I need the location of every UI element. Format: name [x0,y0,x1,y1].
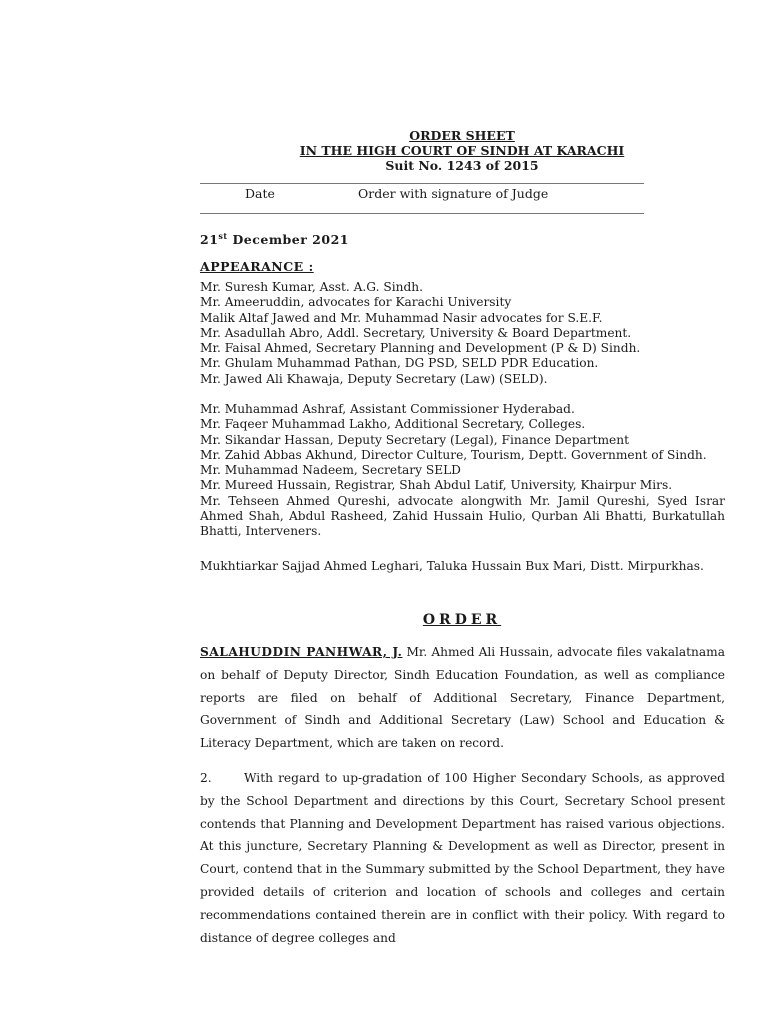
appearance-list-group3 [200,559,725,574]
order-date-rest: December 2021 [227,232,349,248]
paragraph-number: 2. [200,771,212,785]
appearance-entry: Mr. Ghulam Muhammad Pathan, DG PSD, SELD PDR Education. [200,356,599,371]
order-date [200,231,349,247]
order-sheet-title: ORDER SHEET [409,128,515,143]
appearance-entry: Mr. Muhammad Nadeem, Secretary SELD [200,463,461,478]
appearance-entry: Mr. Tehseen Ahmed Qureshi, advocate alongwith Mr. Jamil Qureshi, Syed Israr Ahmed Shah, Abdul Rasheed, Zahid Hussain Hulio, Qurban Ali Bhatti, Burkatullah Bhatti, Interveners. [200,493,725,539]
appearance-entry: Mr. Ameeruddin, advocates for Karachi University [200,295,512,310]
appearance-entry: Mr. Faqeer Muhammad Lakho, Additional Secretary, Colleges. [200,417,586,432]
paragraph-2-text: With regard to up-gradation of 100 Higher Secondary Schools, as approved by the School Department and directions by this Court, Secretary School present contends that Planning and Development Department has raised various objections. At this juncture, Secretary Planning & Development as well as Director, present in Court, contend that in the Summary submitted by the School Department, they have provided details of criterion and location of schools and colleges and certain recommendations contained therein are in conflict with their policy. With regard to distance of degree colleges and [200,771,725,945]
appearance-entry: Mr. Sikandar Hassan, Deputy Secretary (Legal), Finance Department [200,432,630,447]
document-header [200,128,724,173]
appearance-list-group2 [200,402,725,540]
paragraph-1-text: Mr. Ahmed Ali Hussain, advocate files vakalatnama on behalf of Deputy Director, Sindh Education Foundation, as well as compliance reports are filed on behalf of Additional Secretary, Finance Department, Government of Sindh and Additional Secretary (Law) School and Education & Literacy Department, which are taken on record. [200,645,725,751]
appearance-list-group1 [200,280,725,387]
order-date-suffix: st [218,231,228,241]
appearance-entry: Mr. Zahid Abbas Akhund, Director Culture, Tourism, Deptt. Government of Sindh. [200,447,707,462]
order-paragraph-2 [200,767,725,949]
order-heading: ORDER [422,612,502,628]
appearance-entry: Malik Altaf Jawed and Mr. Muhammad Nasir advocates for S.E.F. [200,310,603,325]
order-paragraph-1 [200,641,725,755]
bottom-divider [200,213,644,214]
date-column-heading: Date [245,186,275,201]
judge-name: SALAHUDDIN PANHWAR, J. [200,645,403,659]
top-divider [200,183,644,184]
appearance-entry: Mr. Asadullah Abro, Addl. Secretary, University & Board Department. [200,325,632,340]
appearance-entry: Mr. Muhammad Ashraf, Assistant Commissioner Hyderabad. [200,402,575,416]
appearance-entry: Mr. Faisal Ahmed, Secretary Planning and Development (P & D) Sindh. [200,341,641,356]
appearance-entry: Mr. Mureed Hussain, Registrar, Shah Abdul Latif, University, Khairpur Mirs. [200,478,673,493]
court-name: IN THE HIGH COURT OF SINDH AT KARACHI [299,143,625,158]
order-date-day: 21 [200,232,219,248]
appearance-entry: Mr. Jawed Ali Khawaja, Deputy Secretary (Law) (SELD). [200,371,548,386]
appearance-entry: Mukhtiarkar Sajjad Ahmed Leghari, Taluka Hussain Bux Mari, Distt. Mirpurkhas. [200,559,704,573]
order-column-heading: Order with signature of Judge [358,186,549,201]
suit-number: Suit No. 1243 of 2015 [385,158,539,173]
appearance-heading: APPEARANCE : [200,259,314,274]
appearance-entry: Mr. Suresh Kumar, Asst. A.G. Sindh. [200,280,423,294]
